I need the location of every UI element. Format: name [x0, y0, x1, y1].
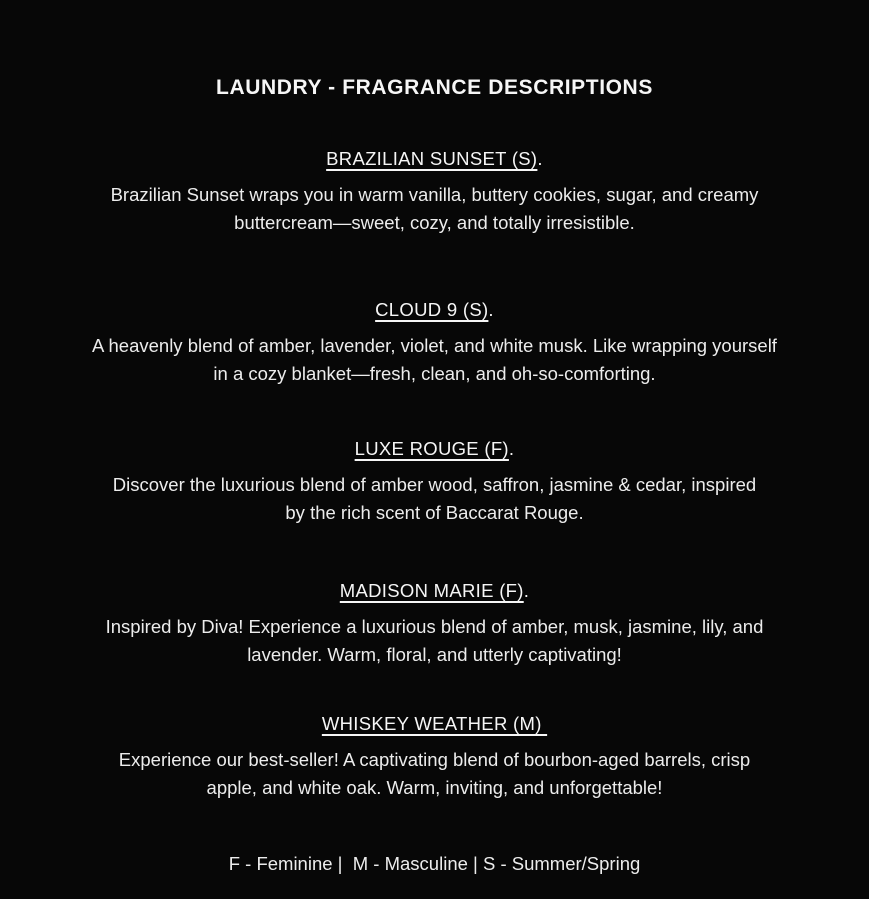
fragrance-description [0, 471, 869, 527]
description-line: in a cozy blanket—fresh, clean, and oh-so-comforting. [213, 363, 656, 384]
fragrance-name: MADISON MARIE (F) [339, 580, 524, 601]
fragrance-name: WHISKEY WEATHER (M) [321, 713, 548, 734]
fragrance-heading-tail: . [537, 148, 543, 169]
fragrance-heading-tail: . [488, 299, 494, 320]
description-line: buttercream—sweet, cozy, and totally irresistible. [234, 212, 635, 233]
fragrance-description [0, 332, 869, 388]
fragrance-description [0, 746, 869, 802]
description-line: apple, and white oak. Warm, inviting, and unforgettable! [206, 777, 663, 798]
fragrance-heading [0, 578, 869, 604]
description-line: by the rich scent of Baccarat Rouge. [285, 502, 584, 523]
fragrance-heading-tail: . [508, 438, 515, 459]
description-line: lavender. Warm, floral, and utterly captivating! [247, 644, 622, 665]
fragrance-name: LUXE ROUGE (F) [354, 438, 509, 459]
description-line: Experience our best-seller! A captivating blend of bourbon-aged barrels, crisp [118, 749, 751, 770]
fragrance-name: BRAZILIAN SUNSET (S) [326, 148, 538, 169]
description-line: A heavenly blend of amber, lavender, violet, and white musk. Like wrapping yourself [92, 335, 777, 356]
description-line: Inspired by Diva! Experience a luxurious blend of amber, musk, jasmine, lily, and [105, 616, 764, 637]
fragrance-heading [0, 297, 869, 323]
description-line: Brazilian Sunset wraps you in warm vanilla, buttery cookies, sugar, and creamy [110, 184, 759, 205]
fragrance-section-whiskey-weather [0, 711, 869, 802]
fragrance-name: CLOUD 9 (S) [375, 299, 489, 320]
fragrance-description [0, 613, 869, 669]
fragrance-heading-tail: . [523, 580, 530, 601]
gender-season-legend: F - Feminine | M - Masculine | S - Summer/Spring [228, 853, 641, 874]
fragrance-section-brazilian-sunset [0, 146, 869, 237]
fragrance-description [0, 181, 869, 237]
fragrance-section-cloud-9 [0, 297, 869, 388]
page-title: LAUNDRY - FRAGRANCE DESCRIPTIONS [216, 76, 653, 99]
description-line: Discover the luxurious blend of amber wood, saffron, jasmine & cedar, inspired [112, 474, 757, 495]
fragrance-section-madison-marie [0, 578, 869, 669]
fragrance-section-luxe-rouge [0, 436, 869, 527]
fragrance-heading [0, 146, 869, 172]
fragrance-heading [0, 711, 869, 737]
fragrance-heading [0, 436, 869, 462]
